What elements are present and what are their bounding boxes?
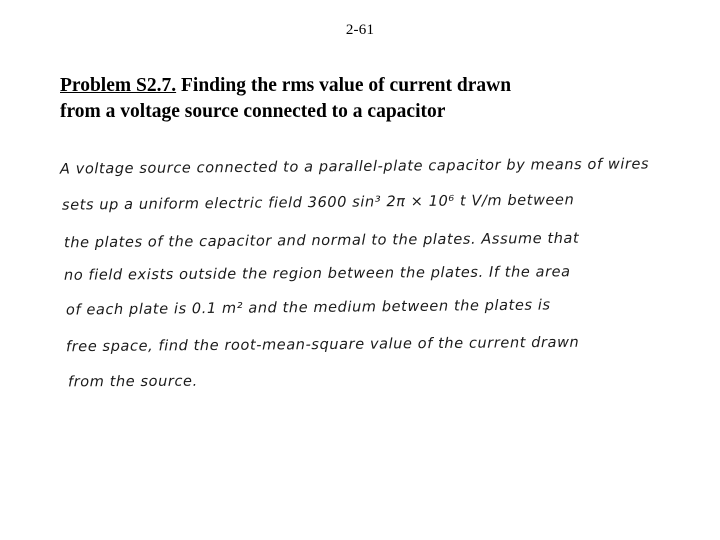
- problem-label: Problem S2.7.: [60, 75, 177, 96]
- statement-line: from the source.: [67, 373, 198, 391]
- statement-line: the plates of the capacitor and normal to the plates. Assume that: [63, 230, 580, 252]
- statement-line: sets up a uniform electric field 3600 sin³ 2π × 10⁶ t V/m between: [61, 192, 575, 214]
- statement-line: A voltage source connected to a parallel-plate capacitor by means of wires: [59, 156, 650, 178]
- problem-title-line-1: Finding the rms value of current drawn: [176, 75, 512, 96]
- problem-heading: [60, 73, 700, 125]
- statement-line: no field exists outside the region between the plates. If the area: [63, 264, 571, 284]
- statement-line: of each plate is 0.1 m² and the medium between the plates is: [65, 297, 551, 319]
- problem-title-line-2: from a voltage source connected to a capacitor: [60, 101, 446, 122]
- page-number: 2-61: [345, 22, 375, 38]
- statement-line: free space, find the root-mean-square value of the current drawn: [65, 334, 580, 356]
